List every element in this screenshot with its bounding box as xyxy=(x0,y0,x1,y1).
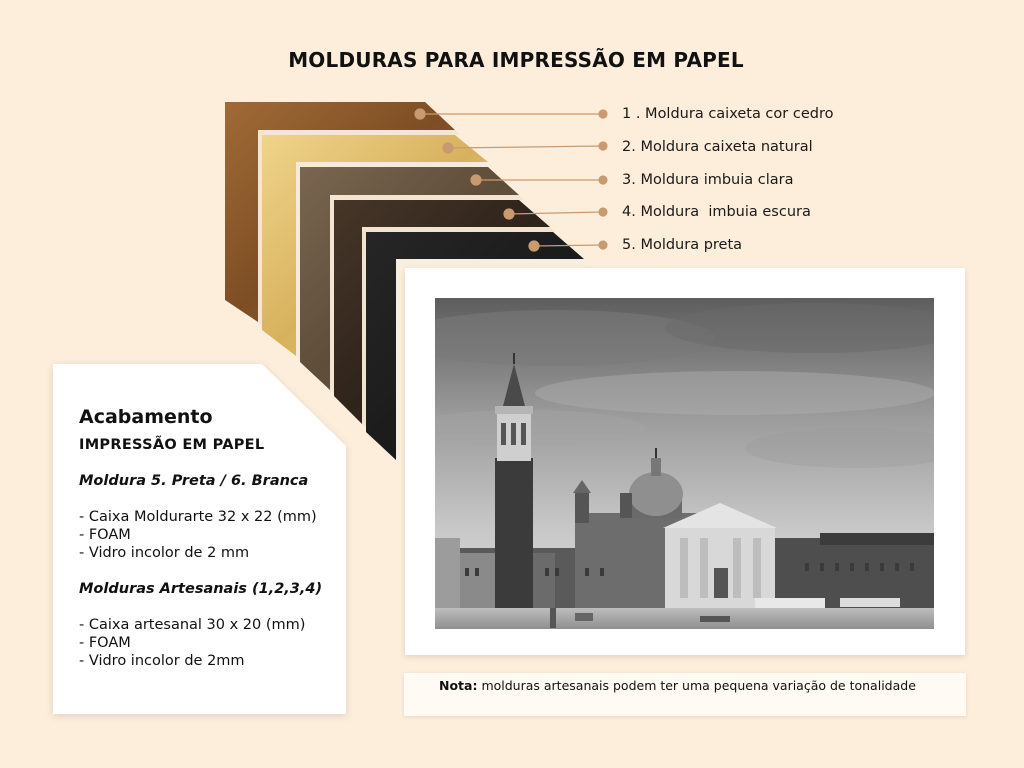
leader-dot xyxy=(599,176,607,184)
finish-heading: Acabamento xyxy=(79,406,213,428)
venice-photo-illustration xyxy=(435,298,934,629)
finish-group1-title: Moldura 5. Preta / 6. Branca xyxy=(79,473,309,489)
page-title: MOLDURAS PARA IMPRESSÃO EM PAPEL xyxy=(288,48,744,72)
finish-group2-item: - Caixa artesanal 30 x 20 (mm) xyxy=(79,617,306,633)
finish-group2-item: - FOAM xyxy=(79,635,131,651)
finish-card xyxy=(79,404,339,670)
finish-group2-item: - Vidro incolor de 2mm xyxy=(79,653,245,669)
venice-photo xyxy=(435,298,934,629)
leader-dot xyxy=(599,208,607,216)
leader-dot xyxy=(599,110,607,118)
frame-branca-photo-card xyxy=(405,268,965,655)
legend-item-cedro: 1 . Moldura caixeta cor cedro xyxy=(622,106,834,122)
leader-dot xyxy=(471,175,481,185)
note-box xyxy=(404,673,966,716)
leader-dot xyxy=(443,143,453,153)
leader-dot xyxy=(599,241,607,249)
finish-group2-title: Molduras Artesanais (1,2,3,4) xyxy=(79,581,323,597)
leader-dot xyxy=(504,209,514,219)
finish-group1-item: - Caixa Moldurarte 32 x 22 (mm) xyxy=(79,509,317,525)
leader-dot xyxy=(529,241,539,251)
note-label: Nota: xyxy=(439,678,478,693)
legend-item-imbuia-clara: 3. Moldura imbuia clara xyxy=(622,172,794,188)
finish-group1-item: - Vidro incolor de 2 mm xyxy=(79,545,250,561)
leader-dot xyxy=(599,142,607,150)
note-text: molduras artesanais podem ter uma pequena variação de tonalidade xyxy=(477,678,916,693)
leader-dot xyxy=(415,109,425,119)
legend-item-preta: 5. Moldura preta xyxy=(622,237,743,253)
finish-group1-item: - FOAM xyxy=(79,527,131,543)
legend-item-natural: 2. Moldura caixeta natural xyxy=(622,139,813,155)
finish-subheading: IMPRESSÃO EM PAPEL xyxy=(79,437,265,453)
legend-item-imbuia-escura: 4. Moldura imbuia escura xyxy=(622,204,811,220)
